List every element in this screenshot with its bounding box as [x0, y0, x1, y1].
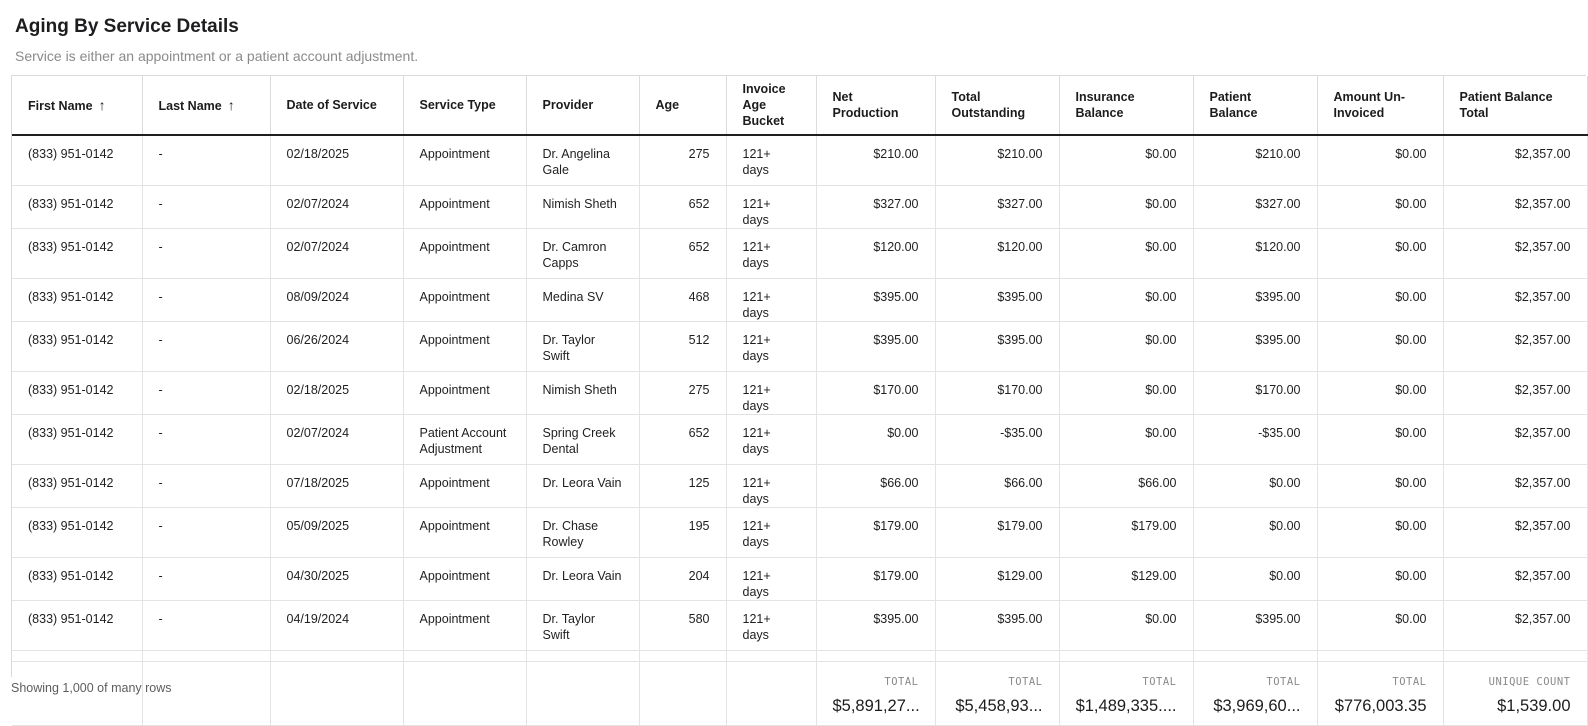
column-header[interactable]: [816, 76, 935, 135]
table-cell: $2,357.00: [1443, 507, 1587, 557]
table-cell: $179.00: [935, 507, 1059, 557]
table-cell: 580: [639, 600, 726, 650]
empty-total-cell: [403, 661, 526, 725]
table-cell: 121+ days: [726, 507, 816, 557]
column-header-label: Patient Balance Total: [1459, 90, 1553, 120]
table-cell: $0.00: [1317, 507, 1443, 557]
table-row[interactable]: [12, 507, 1587, 557]
table-cell: $120.00: [935, 228, 1059, 278]
table-cell: [142, 650, 270, 661]
table-cell: $179.00: [816, 507, 935, 557]
column-header-label: Total Outstanding: [951, 90, 1026, 120]
table-cell: Dr. Leora Vain: [526, 464, 639, 507]
table-cell: (833) 951-0142: [12, 464, 142, 507]
column-header-label: Provider: [542, 98, 594, 112]
table-cell: 04/19/2024: [270, 600, 403, 650]
table-cell: (833) 951-0142: [12, 228, 142, 278]
table-cell: -: [142, 135, 270, 185]
column-header[interactable]: [403, 76, 526, 135]
table-cell: $0.00: [1317, 371, 1443, 414]
table-cell: Appointment: [403, 600, 526, 650]
table-cell: $395.00: [935, 600, 1059, 650]
table-cell: $2,357.00: [1443, 228, 1587, 278]
table-cell: $395.00: [935, 321, 1059, 371]
column-header[interactable]: [12, 76, 142, 135]
table-cell: $179.00: [1059, 507, 1193, 557]
table-cell: $395.00: [816, 600, 935, 650]
table-cell: $0.00: [1059, 600, 1193, 650]
totals-row: [12, 661, 1587, 725]
column-header-label: Invoice Age Bucket: [742, 82, 786, 128]
table-header: [12, 76, 1587, 135]
table-cell: -$35.00: [935, 414, 1059, 464]
table-cell: [270, 650, 403, 661]
table-cell: [639, 650, 726, 661]
column-header[interactable]: [1059, 76, 1193, 135]
table-cell: 275: [639, 135, 726, 185]
table-cell: 121+ days: [726, 135, 816, 185]
table-cell: Dr. Leora Vain: [526, 557, 639, 600]
total-cell: [816, 661, 935, 725]
table-row[interactable]: [12, 321, 1587, 371]
table-cell: $395.00: [816, 278, 935, 321]
table-cell: 204: [639, 557, 726, 600]
total-label: TOTAL: [1266, 675, 1301, 688]
empty-total-cell: [270, 661, 403, 725]
table-cell: [1193, 650, 1317, 661]
column-header-label: First Name: [28, 98, 93, 113]
total-label: TOTAL: [1008, 675, 1043, 688]
table-cell: $395.00: [1193, 321, 1317, 371]
table-cell: Appointment: [403, 321, 526, 371]
table-cell: $0.00: [1059, 371, 1193, 414]
table-cell: [935, 650, 1059, 661]
total-value: $3,969,60...: [1213, 696, 1301, 715]
total-cell: [1443, 661, 1587, 725]
table-cell: $66.00: [1059, 464, 1193, 507]
table-cell: -: [142, 414, 270, 464]
table-cell: 275: [639, 371, 726, 414]
table-cell: [726, 650, 816, 661]
total-cell: [1059, 661, 1193, 725]
table-cell: $0.00: [1317, 228, 1443, 278]
table-cell: $0.00: [816, 414, 935, 464]
table-cell: 121+ days: [726, 228, 816, 278]
sort-ascending-icon[interactable]: ↑: [227, 96, 235, 113]
table-cell: 04/30/2025: [270, 557, 403, 600]
total-cell: [1193, 661, 1317, 725]
total-value: $1,539.00: [1497, 696, 1571, 715]
column-header-label: Insurance Balance: [1075, 90, 1135, 120]
table-cell: Appointment: [403, 228, 526, 278]
table-cell: Medina SV: [526, 278, 639, 321]
table-row[interactable]: [12, 371, 1587, 414]
table-body: [12, 135, 1587, 725]
table-cell: $2,357.00: [1443, 414, 1587, 464]
table-cell: $2,357.00: [1443, 135, 1587, 185]
table-cell: $0.00: [1059, 414, 1193, 464]
table-cell: $0.00: [1059, 321, 1193, 371]
table-cell: $327.00: [935, 185, 1059, 228]
table-cell: Appointment: [403, 185, 526, 228]
table-row-partial: [12, 650, 1587, 661]
table-cell: Dr. Chase Rowley: [526, 507, 639, 557]
table-cell: Appointment: [403, 371, 526, 414]
column-header[interactable]: [270, 76, 403, 135]
table-cell: 652: [639, 414, 726, 464]
table-cell: $0.00: [1059, 278, 1193, 321]
table-cell: Dr. Taylor Swift: [526, 321, 639, 371]
total-cell: [935, 661, 1059, 725]
total-label: TOTAL: [884, 675, 919, 688]
table-cell: $2,357.00: [1443, 278, 1587, 321]
table-cell: 02/18/2025: [270, 135, 403, 185]
table-cell: Spring Creek Dental: [526, 414, 639, 464]
table-cell: (833) 951-0142: [12, 600, 142, 650]
table-cell: (833) 951-0142: [12, 557, 142, 600]
table-cell: Dr. Angelina Gale: [526, 135, 639, 185]
table-cell: 05/09/2025: [270, 507, 403, 557]
table-cell: -$35.00: [1193, 414, 1317, 464]
table-cell: [526, 650, 639, 661]
table-cell: 08/09/2024: [270, 278, 403, 321]
table-cell: [1059, 650, 1193, 661]
table-row[interactable]: [12, 600, 1587, 650]
table-cell: -: [142, 278, 270, 321]
table-cell: $210.00: [935, 135, 1059, 185]
table-row[interactable]: [12, 185, 1587, 228]
table-cell: $2,357.00: [1443, 557, 1587, 600]
column-header-label: Last Name: [158, 98, 222, 113]
table-cell: $0.00: [1193, 507, 1317, 557]
table-cell: (833) 951-0142: [12, 321, 142, 371]
empty-total-cell: [639, 661, 726, 725]
table-cell: Patient Account Adjustment: [403, 414, 526, 464]
column-header[interactable]: [1443, 76, 1587, 135]
column-header-label: Patient Balance: [1209, 90, 1258, 120]
table-cell: 195: [639, 507, 726, 557]
empty-total-cell: [726, 661, 816, 725]
table-row[interactable]: [12, 464, 1587, 507]
table-cell: (833) 951-0142: [12, 507, 142, 557]
table-cell: Appointment: [403, 507, 526, 557]
table-cell: $2,357.00: [1443, 371, 1587, 414]
table-cell: $66.00: [816, 464, 935, 507]
table-cell: $170.00: [1193, 371, 1317, 414]
table-cell: -: [142, 600, 270, 650]
table-cell: $0.00: [1317, 464, 1443, 507]
table-cell: [12, 650, 142, 661]
total-value: $776,003.35: [1334, 696, 1427, 715]
header-row: [12, 76, 1587, 135]
table-row[interactable]: [12, 414, 1587, 464]
column-header-label: Age: [655, 98, 680, 112]
table-cell: [403, 650, 526, 661]
table-cell: (833) 951-0142: [12, 278, 142, 321]
table-cell: $0.00: [1317, 185, 1443, 228]
column-header-label: Amount Un-Invoiced: [1333, 90, 1406, 120]
table-cell: -: [142, 464, 270, 507]
table-row[interactable]: [12, 557, 1587, 600]
table-cell: 125: [639, 464, 726, 507]
table-cell: $395.00: [935, 278, 1059, 321]
column-header-label: Net Production: [832, 90, 899, 120]
table-cell: 512: [639, 321, 726, 371]
table-cell: [816, 650, 935, 661]
table-cell: 06/26/2024: [270, 321, 403, 371]
table-cell: -: [142, 371, 270, 414]
table-cell: [1443, 650, 1587, 661]
table-cell: [1317, 650, 1443, 661]
table-cell: 121+ days: [726, 185, 816, 228]
table-cell: (833) 951-0142: [12, 135, 142, 185]
table-cell: $2,357.00: [1443, 185, 1587, 228]
table-cell: $327.00: [1193, 185, 1317, 228]
column-header[interactable]: [935, 76, 1059, 135]
table-cell: 02/18/2025: [270, 371, 403, 414]
column-header-label: Service Type: [419, 98, 496, 112]
table-cell: 121+ days: [726, 414, 816, 464]
table-cell: 02/07/2024: [270, 414, 403, 464]
table-cell: 121+ days: [726, 321, 816, 371]
table-cell: Dr. Camron Capps: [526, 228, 639, 278]
page-title: Aging By Service Details: [15, 16, 239, 37]
sort-ascending-icon[interactable]: ↑: [98, 96, 106, 113]
table-cell: 121+ days: [726, 600, 816, 650]
column-header[interactable]: [142, 76, 270, 135]
table-cell: $395.00: [1193, 600, 1317, 650]
total-label: UNIQUE COUNT: [1488, 675, 1571, 688]
table-cell: (833) 951-0142: [12, 371, 142, 414]
table-cell: $0.00: [1317, 135, 1443, 185]
total-value: $5,458,93...: [955, 696, 1043, 715]
table-cell: $0.00: [1317, 278, 1443, 321]
table-cell: (833) 951-0142: [12, 414, 142, 464]
total-label: TOTAL: [1142, 675, 1177, 688]
table-cell: $0.00: [1317, 600, 1443, 650]
column-header[interactable]: [526, 76, 639, 135]
table-cell: $129.00: [935, 557, 1059, 600]
table-cell: -: [142, 557, 270, 600]
aging-table: [12, 76, 1588, 726]
table-cell: $0.00: [1059, 135, 1193, 185]
table-cell: $0.00: [1317, 414, 1443, 464]
table-cell: $0.00: [1059, 185, 1193, 228]
table-cell: $2,357.00: [1443, 464, 1587, 507]
table-cell: 121+ days: [726, 464, 816, 507]
column-header[interactable]: [1193, 76, 1317, 135]
table-cell: $395.00: [816, 321, 935, 371]
table-cell: $0.00: [1193, 557, 1317, 600]
table-cell: Nimish Sheth: [526, 371, 639, 414]
table-cell: Dr. Taylor Swift: [526, 600, 639, 650]
table-cell: $66.00: [935, 464, 1059, 507]
table-cell: -: [142, 507, 270, 557]
table-cell: 121+ days: [726, 278, 816, 321]
table-row[interactable]: [12, 135, 1587, 185]
table-cell: $2,357.00: [1443, 600, 1587, 650]
table-cell: Appointment: [403, 557, 526, 600]
table-cell: $210.00: [1193, 135, 1317, 185]
table-row[interactable]: [12, 228, 1587, 278]
table-cell: Nimish Sheth: [526, 185, 639, 228]
table-cell: $0.00: [1193, 464, 1317, 507]
table-cell: $129.00: [1059, 557, 1193, 600]
table-cell: $2,357.00: [1443, 321, 1587, 371]
total-cell: [1317, 661, 1443, 725]
total-value: $1,489,335....: [1075, 696, 1177, 715]
table-cell: 02/07/2024: [270, 228, 403, 278]
column-header[interactable]: [726, 76, 816, 135]
table-cell: $0.00: [1059, 228, 1193, 278]
total-label: TOTAL: [1392, 675, 1427, 688]
table-cell: Appointment: [403, 278, 526, 321]
table-cell: Appointment: [403, 464, 526, 507]
total-value: $5,891,27...: [832, 696, 920, 715]
table-cell: 652: [639, 228, 726, 278]
table-cell: 121+ days: [726, 371, 816, 414]
table-cell: 652: [639, 185, 726, 228]
row-count-footer: Showing 1,000 of many rows: [11, 681, 172, 695]
table-cell: $120.00: [816, 228, 935, 278]
table-cell: $0.00: [1317, 321, 1443, 371]
page-subtitle: Service is either an appointment or a patient account adjustment.: [15, 48, 419, 64]
empty-total-cell: [526, 661, 639, 725]
table-cell: $327.00: [816, 185, 935, 228]
table-cell: -: [142, 228, 270, 278]
table-cell: $179.00: [816, 557, 935, 600]
table-cell: 468: [639, 278, 726, 321]
table-cell: $395.00: [1193, 278, 1317, 321]
table-cell: $170.00: [816, 371, 935, 414]
table-cell: 07/18/2025: [270, 464, 403, 507]
table-cell: (833) 951-0142: [12, 185, 142, 228]
table-cell: $210.00: [816, 135, 935, 185]
table-cell: -: [142, 321, 270, 371]
table-cell: $0.00: [1317, 557, 1443, 600]
column-header-label: Date of Service: [286, 98, 377, 112]
table-cell: -: [142, 185, 270, 228]
column-header[interactable]: [1317, 76, 1443, 135]
table-cell: 02/07/2024: [270, 185, 403, 228]
table-cell: 121+ days: [726, 557, 816, 600]
column-header[interactable]: [639, 76, 726, 135]
table-cell: $170.00: [935, 371, 1059, 414]
table-cell: Appointment: [403, 135, 526, 185]
table-row[interactable]: [12, 278, 1587, 321]
table-cell: $120.00: [1193, 228, 1317, 278]
